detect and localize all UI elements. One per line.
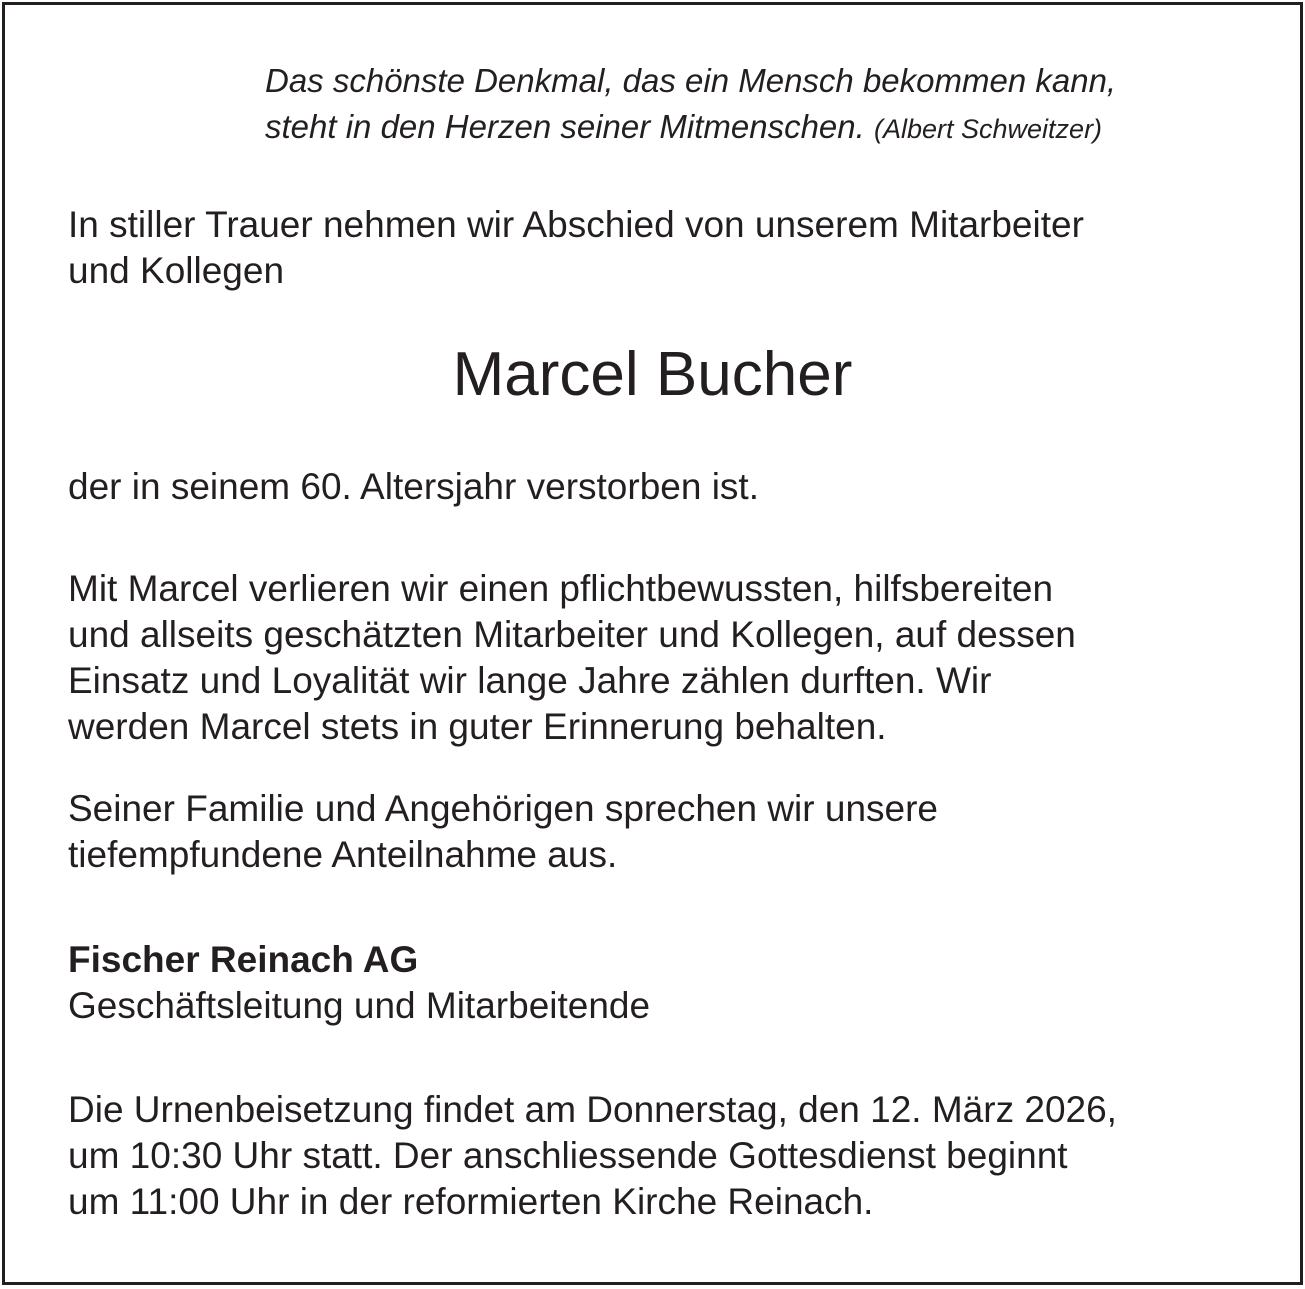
age-line-text: der in seinem 60. Altersjahr verstorben ist. (68, 466, 759, 507)
sender-company: Fischer Reinach AG (68, 939, 419, 980)
intro-text (68, 202, 1084, 294)
tribute-line-2: und allseits geschätzten Mitarbeiter und Kollegen, auf dessen (68, 614, 1076, 655)
deceased-name: Marcel Bucher (452, 340, 853, 409)
sender-block (68, 937, 650, 1029)
ceremony-text (68, 1087, 1117, 1225)
condolence-line-2: tiefempfundene Anteilnahme aus. (68, 834, 618, 875)
tribute-text (68, 566, 1076, 750)
quote-line-2-text: steht in den Herzen seiner Mitmenschen. (265, 108, 865, 145)
intro-line-1: In stiller Trauer nehmen wir Abschied von unserem Mitarbeiter (68, 204, 1084, 245)
ceremony-line-2: um 10:30 Uhr statt. Der anschliessende Gottesdienst beginnt (68, 1135, 1068, 1176)
tribute-line-1: Mit Marcel verlieren wir einen pflichtbewussten, hilfsbereiten (68, 568, 1054, 609)
ceremony-line-1: Die Urnenbeisetzung findet am Donnerstag, den 12. März 2026, (68, 1089, 1117, 1130)
tribute-line-4: werden Marcel stets in guter Erinnerung behalten. (68, 706, 887, 747)
quote-block (265, 58, 1116, 152)
intro-line-2: und Kollegen (68, 250, 285, 291)
age-line (68, 464, 759, 510)
sender-department: Geschäftsleitung und Mitarbeitende (68, 985, 651, 1026)
condolence-line-1: Seiner Familie und Angehörigen sprechen wir unsere (68, 788, 939, 829)
condolence-text (68, 786, 938, 878)
quote-line-1: Das schönste Denkmal, das ein Mensch bekommen kann, (265, 62, 1117, 99)
quote-line-2 (265, 104, 1116, 152)
quote-author: (Albert Schweitzer) (873, 114, 1103, 144)
ceremony-line-3: um 11:00 Uhr in der reformierten Kirche Reinach. (68, 1181, 874, 1222)
tribute-line-3: Einsatz und Loyalität wir lange Jahre zählen durften. Wir (68, 660, 992, 701)
